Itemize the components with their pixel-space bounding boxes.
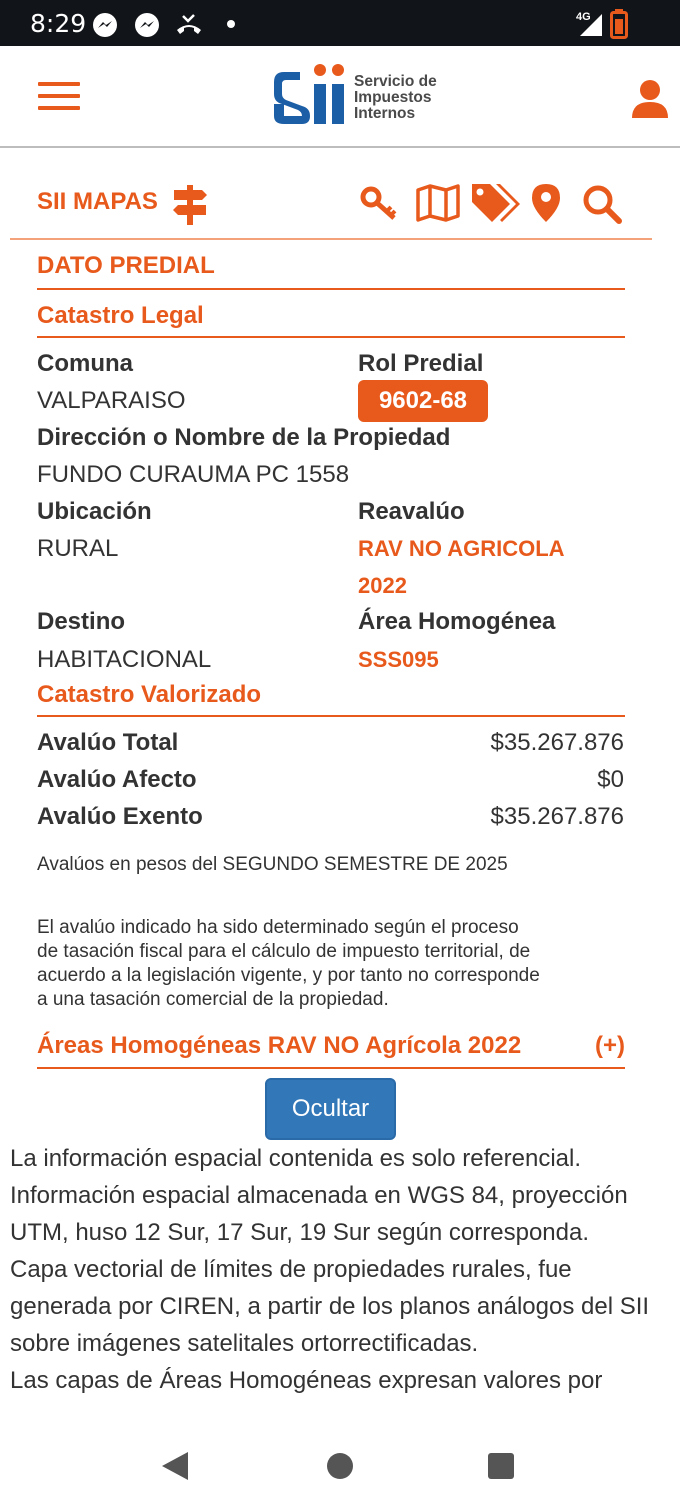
avaluo-total-value: $35.267.876 xyxy=(490,729,624,756)
hide-button[interactable]: Ocultar xyxy=(265,1078,396,1140)
signal-icon xyxy=(578,12,604,38)
messenger-icon xyxy=(134,12,160,38)
home-icon[interactable] xyxy=(326,1452,354,1480)
key-icon[interactable] xyxy=(360,186,398,222)
sii-logo[interactable] xyxy=(272,64,452,128)
info-paragraph: Capa vectorial de límites de propiedades rurales, fue generada por CIREN, a partir de los planos análogos del SII sobre imágenes satelitales ortorrectificadas. xyxy=(10,1256,650,1357)
expand-toggle[interactable]: (+) xyxy=(595,1032,625,1059)
sii-logo-text xyxy=(354,74,437,122)
user-icon[interactable] xyxy=(630,78,670,118)
reavaluo-label: Reavalúo xyxy=(358,498,465,525)
disclaimer-line: acuerdo a la legislación vigente, y por tanto no corresponde xyxy=(37,965,540,986)
status-time: 8:29 xyxy=(30,9,87,38)
avaluo-exento-label: Avalúo Exento xyxy=(37,803,203,830)
location-pin-icon[interactable] xyxy=(532,184,560,222)
area-homogenea-label: Área Homogénea xyxy=(358,608,556,635)
info-paragraph: La información espacial contenida es solo referencial. Información espacial almacenada en WGS 84, proyección UTM, huso 12 Sur, 17 Sur, 19 Sur según corresponda. xyxy=(10,1145,628,1246)
direccion-label: Dirección o Nombre de la Propiedad xyxy=(37,424,451,451)
logo-line: Impuestos xyxy=(354,89,432,106)
network-label: 4G xyxy=(576,11,591,23)
destino-value: HABITACIONAL xyxy=(37,646,212,673)
catastro-legal-title: Catastro Legal xyxy=(37,302,625,338)
battery-icon xyxy=(610,9,628,39)
sii-logo-mark xyxy=(272,64,348,128)
comuna-label: Comuna xyxy=(37,350,133,377)
dato-predial-title: DATO PREDIAL xyxy=(37,252,625,290)
direccion-value: FUNDO CURAUMA PC 1558 xyxy=(37,461,350,488)
areas-homogeneas-title: Áreas Homogéneas RAV NO Agrícola 2022 xyxy=(37,1032,522,1059)
avaluo-afecto-label: Avalúo Afecto xyxy=(37,766,197,793)
tags-icon[interactable] xyxy=(470,182,520,222)
spatial-info-text xyxy=(10,1140,670,1420)
missed-call-icon xyxy=(174,12,204,38)
period-note: Avalúos en pesos del SEGUNDO SEMESTRE DE 2025 xyxy=(37,854,508,875)
logo-line: Servicio de xyxy=(354,73,437,90)
signpost-icon[interactable] xyxy=(172,185,208,225)
map-icon[interactable] xyxy=(416,184,460,222)
catastro-valorizado-title: Catastro Valorizado xyxy=(37,681,625,717)
areas-homogeneas-header[interactable] xyxy=(37,1032,625,1069)
disclaimer xyxy=(37,916,637,1012)
rol-predial-badge: 9602-68 xyxy=(358,380,488,422)
back-icon[interactable] xyxy=(160,1450,190,1482)
avaluo-total-label: Avalúo Total xyxy=(37,729,179,756)
android-nav-bar xyxy=(0,1420,680,1511)
messenger-icon xyxy=(92,12,118,38)
reavaluo-value: RAV NO AGRICOLA xyxy=(358,536,565,561)
maps-title[interactable]: SII MAPAS xyxy=(37,188,158,215)
disclaimer-line: El avalúo indicado ha sido determinado según el proceso xyxy=(37,917,519,938)
avaluo-exento-value: $35.267.876 xyxy=(490,803,624,830)
info-paragraph: Las capas de Áreas Homogéneas expresan valores por xyxy=(10,1367,603,1394)
status-bar xyxy=(0,0,680,46)
search-icon[interactable] xyxy=(582,184,622,224)
hamburger-menu-icon[interactable] xyxy=(38,82,80,112)
reavaluo-year: 2022 xyxy=(358,573,407,598)
avaluo-afecto-value: $0 xyxy=(597,766,624,793)
recents-icon[interactable] xyxy=(487,1452,515,1480)
ubicacion-value: RURAL xyxy=(37,535,119,562)
disclaimer-line: de tasación fiscal para el cálculo de impuesto territorial, de xyxy=(37,941,531,962)
maps-toolbar xyxy=(10,180,652,240)
app-header xyxy=(0,46,680,148)
logo-line: Internos xyxy=(354,105,416,122)
rol-predial-label: Rol Predial xyxy=(358,350,484,377)
ubicacion-label: Ubicación xyxy=(37,498,152,525)
disclaimer-line: a una tasación comercial de la propiedad. xyxy=(37,989,389,1010)
destino-label: Destino xyxy=(37,608,126,635)
area-homogenea-value[interactable]: SSS095 xyxy=(358,647,439,672)
comuna-value: VALPARAISO xyxy=(37,387,186,414)
dot-icon xyxy=(226,19,236,29)
